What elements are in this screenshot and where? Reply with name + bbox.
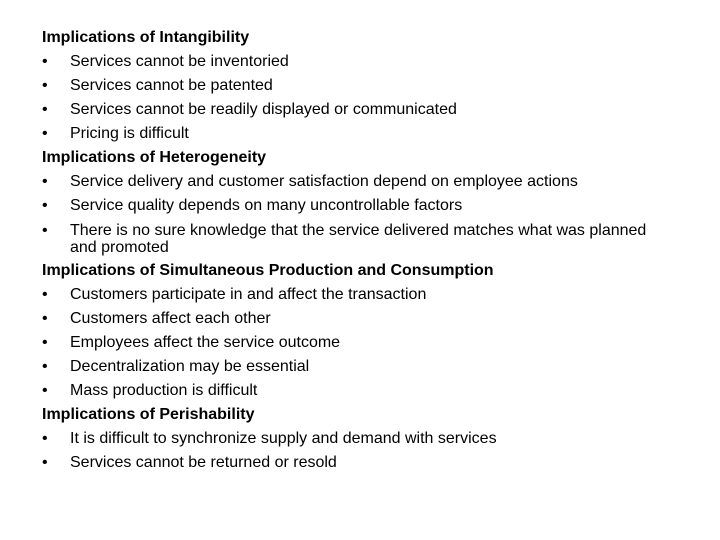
bullet-icon: • xyxy=(42,358,48,375)
bullet-item xyxy=(42,194,672,218)
bullet-item xyxy=(42,427,672,451)
bullet-item xyxy=(42,218,672,259)
bullet-text: Employees affect the service outcome xyxy=(70,334,341,351)
bullet-icon: • xyxy=(42,101,48,118)
bullet-text: Decentralization may be essential xyxy=(70,358,310,375)
bullet-item xyxy=(42,74,672,98)
bullet-icon: • xyxy=(42,430,48,447)
bullet-item xyxy=(42,98,672,122)
bullet-item xyxy=(42,307,672,331)
bullet-item xyxy=(42,50,672,74)
bullet-icon: • xyxy=(42,222,48,239)
section-heading: Implications of Intangibility xyxy=(42,29,250,46)
bullet-icon: • xyxy=(42,77,48,94)
bullet-icon: • xyxy=(42,125,48,142)
section-simultaneous-production xyxy=(42,259,672,403)
bullet-text: Pricing is difficult xyxy=(70,125,189,142)
bullet-icon: • xyxy=(42,454,48,471)
bullet-text: Services cannot be readily displayed or communicated xyxy=(70,101,457,118)
section-perishability xyxy=(42,403,672,475)
bullet-text: Service delivery and customer satisfaction depend on employee actions xyxy=(70,173,578,190)
bullet-item xyxy=(42,355,672,379)
bullet-icon: • xyxy=(42,197,48,214)
bullet-icon: • xyxy=(42,382,48,399)
bullet-item xyxy=(42,283,672,307)
bullet-icon: • xyxy=(42,173,48,190)
section-heterogeneity xyxy=(42,146,672,259)
bullet-text: It is difficult to synchronize supply and demand with services xyxy=(70,430,497,447)
bullet-icon: • xyxy=(42,53,48,70)
bullet-item xyxy=(42,379,672,403)
bullet-icon: • xyxy=(42,286,48,303)
section-heading: Implications of Perishability xyxy=(42,406,255,423)
bullet-item xyxy=(42,331,672,355)
bullet-text: Customers affect each other xyxy=(70,310,271,327)
bullet-text: Services cannot be returned or resold xyxy=(70,454,337,471)
bullet-text: Service quality depends on many uncontrollable factors xyxy=(70,197,463,214)
bullet-icon: • xyxy=(42,334,48,351)
bullet-text: Services cannot be patented xyxy=(70,77,273,94)
bullet-icon: • xyxy=(42,310,48,327)
bullet-text: Services cannot be inventoried xyxy=(70,53,289,70)
slide-content xyxy=(42,26,672,475)
bullet-text: Mass production is difficult xyxy=(70,382,258,399)
bullet-text: There is no sure knowledge that the service delivered matches what was planned and promoted xyxy=(70,222,647,256)
bullet-item xyxy=(42,122,672,146)
bullet-text: Customers participate in and affect the transaction xyxy=(70,286,427,303)
section-intangibility xyxy=(42,26,672,146)
section-heading: Implications of Heterogeneity xyxy=(42,149,267,166)
bullet-item xyxy=(42,451,672,475)
bullet-item xyxy=(42,170,672,194)
section-heading: Implications of Simultaneous Production and Consumption xyxy=(42,262,494,279)
